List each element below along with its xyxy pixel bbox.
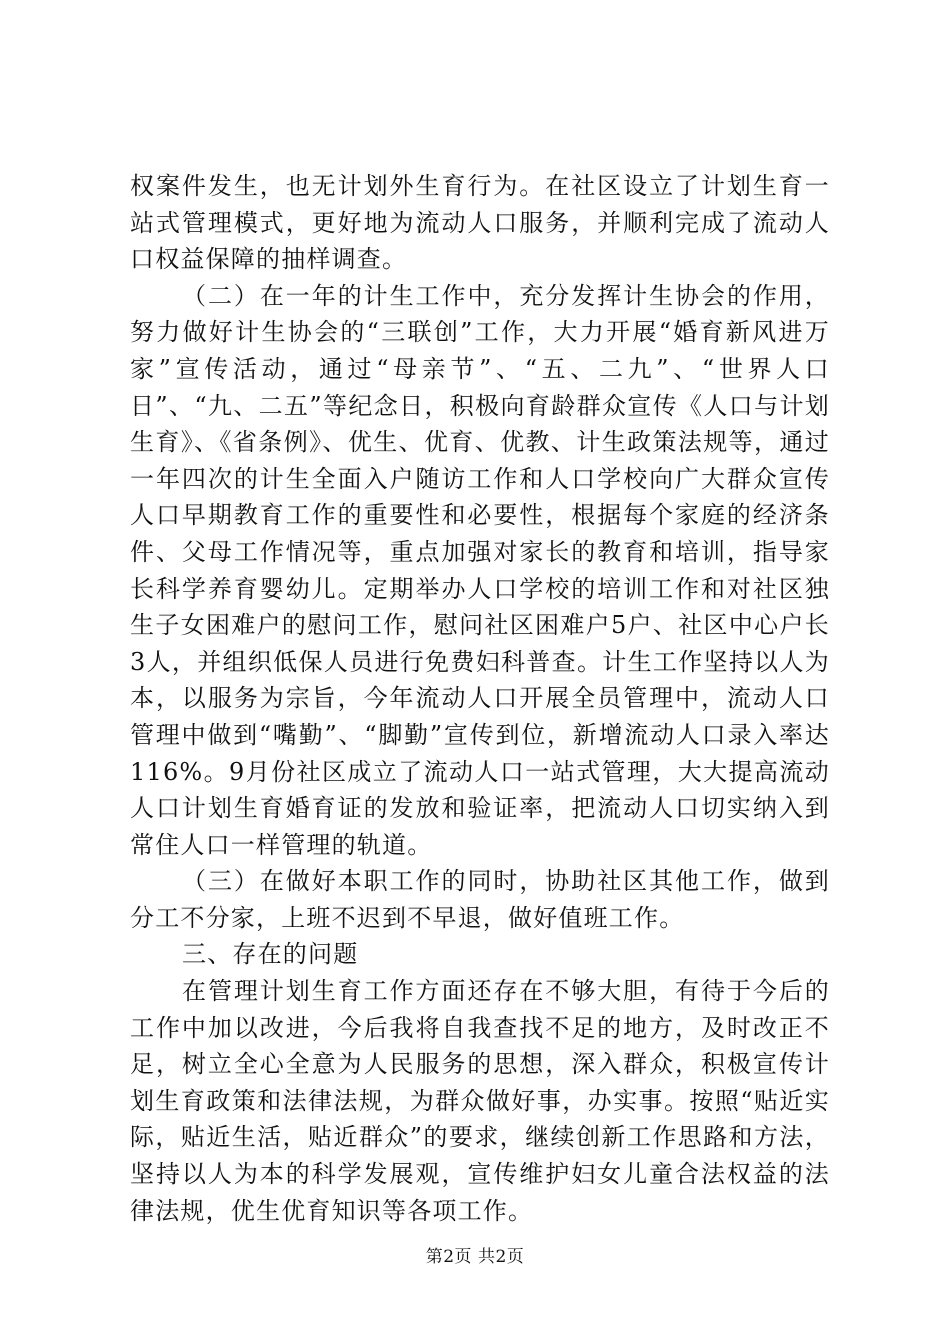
section-heading-problems: 三、存在的问题 [182, 940, 359, 969]
paragraph-section-three: （三）在做好本职工作的同时，协助社区其他工作，做到分工不分家，上班不迟到不早退，做好值班工作。 [130, 867, 830, 932]
page-number-footer: 第2页 共2页 [425, 1247, 525, 1267]
paragraph-section-two: （二）在一年的计生工作中，充分发挥计生协会的作用，努力做好计生协会的“三联创”工作，大力开展“婚育新风进万家”宣传活动，通过“母亲节”、“五、二九”、“世界人口日”、“九、二五”等纪念日，积极向育龄群众宣传《人口与计划生育》、《省条例》、优生、优育、优教、计生政策法规等，通过一年四次的计生全面入户随访工作和人口学校向广大群众宣传人口早期教育工作的重要性和必要性，根据每个家庭的经济条件、父母工作情况等，重点加强对家长的教育和培训，指导家长科学养育婴幼儿。定期举办人口学校的培训工作和对社区独生子女困难户的慰问工作，慰问社区困难户5户、社区中心户长3人，并组织低保人员进行免费妇科普查。计生工作坚持以人为本，以服务为宗旨，今年流动人口开展全员管理中，流动人口管理中做到“嘴勤”、“脚勤”宣传到位，新增流动人口录入率达116%。9月份社区成立了流动人口一站式管理，大大提高流动人口计划生育婚育证的发放和验证率，把流动人口切实纳入到常住人口一样管理的轨道。 [130, 281, 830, 859]
paragraph-continuation: 权案件发生，也无计划外生育行为。在社区设立了计划生育一站式管理模式，更好地为流动人口服务，并顺利完成了流动人口权益保障的抽样调查。 [130, 172, 830, 274]
document-body [130, 168, 830, 1229]
paragraph-problems: 在管理计划生育工作方面还存在不够大胆，有待于今后的工作中加以改进，今后我将自我查找不足的地方，及时改正不足，树立全心全意为人民服务的思想，深入群众，积极宣传计划生育政策和法律法规，为群众做好事，办实事。按照“贴近实际，贴近生活，贴近群众”的要求，继续创新工作思路和方法，坚持以人为本的科学发展观，宣传维护妇女儿童合法权益的法律法规，优生优育知识等各项工作。 [130, 977, 830, 1225]
